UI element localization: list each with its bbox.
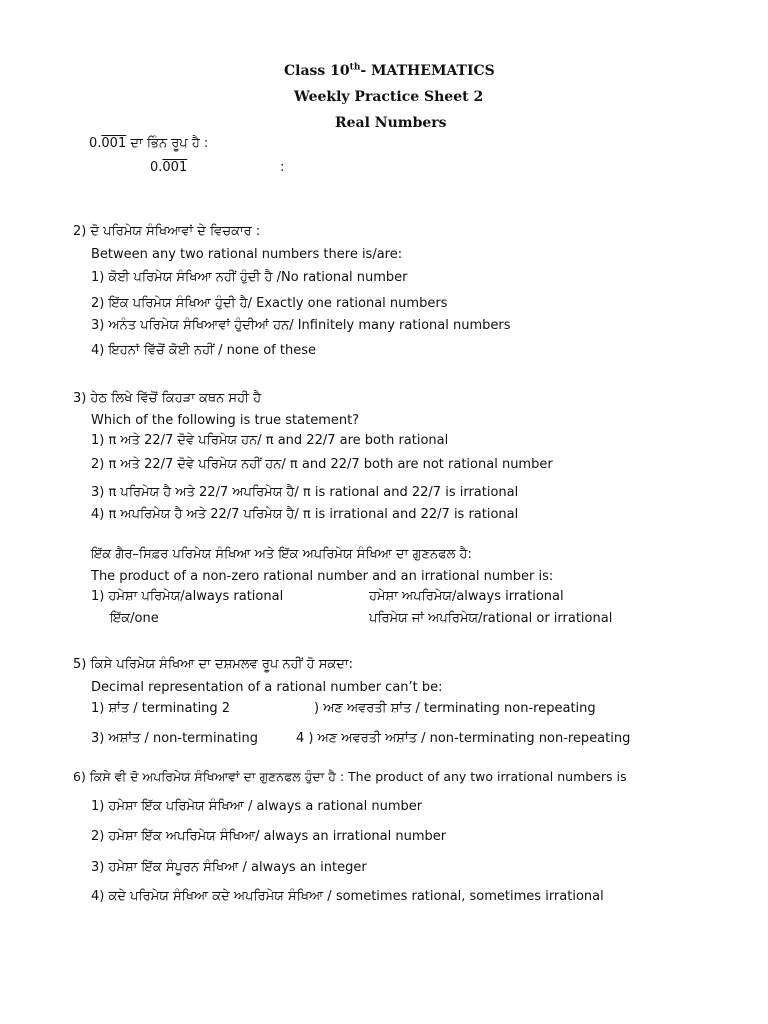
q3-stem-punjabi: 3) ਹੇਠ ਲਿਖੇ ਵਿੱਚੋਂ ਕਿਹੜਾ ਕਥਨ ਸਹੀ ਹੈ <box>73 391 262 406</box>
q2-stem-punjabi: 2) ਦੋ ਪਰਿਮੇਯ ਸੰਖਿਆਵਾਂ ਦੇ ਵਿਚਕਾਰ : <box>73 224 261 239</box>
q2-option-1: 1) ਕੋਈ ਪਰਿਮੇਯ ਸੰਖਿਆ ਨਹੀਂ ਹੁੰਦੀ ਹੈ /No rational number <box>91 270 408 285</box>
q4-stem-punjabi: ਇੱਕ ਗੈਰ–ਸਿਫ਼ਰ ਪਰਿਮੇਯ ਸੰਖਿਆ ਅਤੇ ਇੱਕ ਅਪਰਿਮੇਯ ਸੰਖਿਆ ਦਾ ਗੁਣਨਫਲ ਹੈ: <box>91 547 472 562</box>
q1-colon: : <box>280 160 285 175</box>
q3-option-3: 3) π ਪਰਿਮੇਯ ਹੈ ਅਤੇ 22/7 ਅਪਰਿਮੇਯ ਹੈ/ π is rational and 22/7 is irrational <box>91 485 519 500</box>
class-sup: th <box>349 62 361 73</box>
q3-option-1: 1) π ਅਤੇ 22/7 ਦੋਵੇ ਪਰਿਮੇਯ ਹਨ/ π and 22/7 are both rational <box>91 433 449 448</box>
q6-option-3: 3) ਹਮੇਸ਼ਾ ਇੱਕ ਸੰਪੂਰਨ ਸੰਖਿਆ / always an integer <box>91 860 367 875</box>
q3-option-4: 4) π ਅਪਰਿਮੇਯ ਹੈ ਅਤੇ 22/7 ਪਰਿਮੇਯ ਹੈ/ π is irrational and 22/7 is rational <box>91 507 519 522</box>
q4-option-4: ਪਰਿਮੇਯ ਜਾਂ ਅਪਰਿਮੇਯ/rational or irrational <box>369 611 613 626</box>
page-title <box>284 63 495 79</box>
q1-punjabi-text: ਦਾ ਭਿੰਨ ਰੂਪ ਹੈ : <box>126 136 209 151</box>
q2-option-3: 3) ਅਨੰਤ ਪਰਿਮੇਯ ਸੰਖਿਆਵਾਂ ਹੁੰਦੀਆਂ ਹਨ/ Infinitely many rational numbers <box>91 318 511 333</box>
q6-option-2: 2) ਹਮੇਸ਼ਾ ਇੱਕ ਅਪਰਿਮੇਯ ਸੰਖਿਆ/ always an irrational number <box>91 829 447 844</box>
q1-line2-prefix: 0. <box>150 160 163 175</box>
q1-line2-repeat: 001 <box>162 160 188 175</box>
q1-repeating-digits: 001 <box>101 136 127 151</box>
q5-stem-punjabi: 5) ਕਿਸੇ ਪਰਿਮੇਯ ਸੰਖਿਆ ਦਾ ਦਸ਼ਮਲਵ ਰੂਪ ਨਹੀਂ ਹੋ ਸਕਦਾ: <box>73 657 353 672</box>
q5-stem-english: Decimal representation of a rational number can’t be: <box>91 680 443 695</box>
q6-option-4: 4) ਕਦੇ ਪਰਿਮੇਯ ਸੰਖਿਆ ਕਦੇ ਅਪਰਿਮੇਯ ਸੰਖਿਆ / sometimes rational, sometimes irrational <box>91 889 604 904</box>
q3-stem-english: Which of the following is true statement? <box>91 413 360 428</box>
q5-option-1: 1) ਸ਼ਾਂਤ / terminating 2 <box>91 701 231 716</box>
q1-decimal-prefix: 0. <box>89 136 102 151</box>
q6-option-1: 1) ਹਮੇਸ਼ਾ ਇੱਕ ਪਰਿਮੇਯ ਸੰਖਿਆ / always a rational number <box>91 799 423 814</box>
q4-stem-english: The product of a non-zero rational number and an irrational number is: <box>91 569 554 584</box>
q2-option-4: 4) ਇਹਨਾਂ ਵਿੱਚੋਂ ਕੋਈ ਨਹੀਂ / none of these <box>91 343 316 358</box>
q6-stem: 6) ਕਿਸੇ ਵੀ ਦੋ ਅਪਰਿਮੇਯ ਸੰਖਿਆਵਾਂ ਦਾ ਗੁਣਨਫਲ ਹੁੰਦਾ ਹੈ : The product of any two irrational numbers is <box>73 769 627 784</box>
q5-option-3: 3) ਅਸ਼ਾਂਤ / non-terminating <box>91 731 258 746</box>
topic-title: Real Numbers <box>335 115 447 131</box>
class-suffix: - MATHEMATICS <box>360 63 495 79</box>
q1-line2 <box>150 160 187 176</box>
sheet-subtitle: Weekly Practice Sheet 2 <box>294 89 484 105</box>
q5-option-4: 4 ) ਅਣ ਅਵਰਤੀ ਅਸ਼ਾਂਤ / non-terminating non-repeating <box>296 731 631 746</box>
class-prefix: Class 10 <box>284 63 350 79</box>
q2-option-2: 2) ਇੱਕ ਪਰਿਮੇਯ ਸੰਖਿਆ ਹੁੰਦੀ ਹੈ/ Exactly one rational numbers <box>91 296 448 311</box>
q4-option-2: ਹਮੇਸ਼ਾ ਅਪਰਿਮੇਯ/always irrational <box>369 589 564 604</box>
q1-stem <box>89 136 208 152</box>
q5-option-2: ) ਅਣ ਅਵਰਤੀ ਸ਼ਾਂਤ / terminating non-repeating <box>314 701 596 716</box>
q4-option-3: ਇੱਕ/one <box>110 611 159 626</box>
q3-option-2: 2) π ਅਤੇ 22/7 ਦੋਵੇ ਪਰਿਮੇਯ ਨਹੀਂ ਹਨ/ π and 22/7 both are not rational number <box>91 457 553 472</box>
q4-option-1: 1) ਹਮੇਸ਼ਾ ਪਰਿਮੇਯ/always rational <box>91 589 284 604</box>
q2-stem-english: Between any two rational numbers there is/are: <box>91 247 403 262</box>
